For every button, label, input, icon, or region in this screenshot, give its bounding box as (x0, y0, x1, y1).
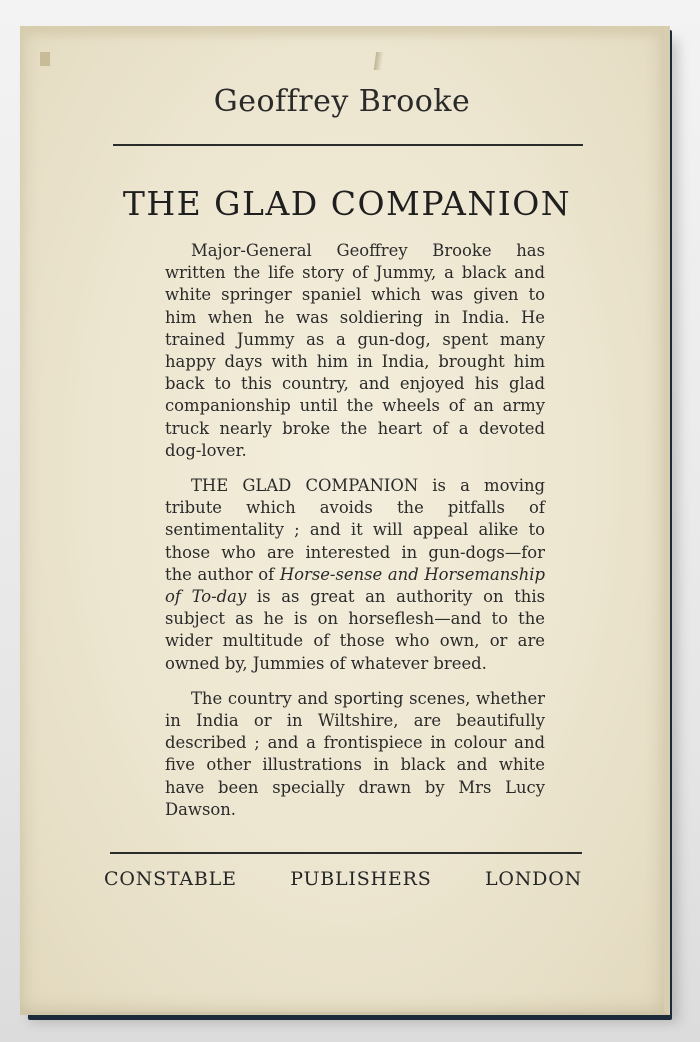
bottom-divider (110, 852, 582, 854)
publisher-name: CONSTABLE (104, 868, 237, 890)
blurb-text (165, 240, 545, 834)
publisher-city: LONDON (484, 868, 582, 890)
blurb-paragraph-2-start: THE GLAD COMPANION is a moving tribute which avoids the pitfalls of sentimentality ; and it will appeal alike to those who are interested in gun-dogs—for the author of (165, 476, 545, 584)
author-name: Geoffrey Brooke (213, 84, 471, 119)
top-divider (113, 144, 583, 146)
publisher-line (104, 868, 582, 890)
blurb-paragraph-2-end: is as great an authority on this subject as he is on horseflesh—and to the wider multitude of those who own, or are owned by, Jummies of whatever breed. (165, 587, 545, 673)
referenced-book-title: Horse-sense and Horsemanship of To-day (165, 564, 545, 607)
book-title: THE GLAD COMPANION (122, 184, 572, 223)
publisher-label: PUBLISHERS (290, 868, 432, 890)
jacket-tear (374, 52, 385, 70)
blurb-paragraph-3: The country and sporting scenes, whether in India or in Wiltshire, are beautifully described ; and a frontispiece in colour and five other illustrations in black and white have been specially drawn by Mrs Lucy Dawson. (165, 688, 545, 819)
jacket-worn-corner (40, 52, 50, 66)
blurb-paragraph-2 (165, 475, 545, 675)
dust-jacket-back (20, 26, 670, 1015)
blurb-paragraph-1: Major-General Geoffrey Brooke has written the life story of Jummy, a black and white springer spaniel which was given to him when he was soldiering in India. He trained Jummy as a gun-dog, spent many happy days with him in India, brought him back to this country, and enjoyed his glad companionship until the wheels of an army truck nearly broke the heart of a devoted dog-lover. (165, 241, 545, 460)
